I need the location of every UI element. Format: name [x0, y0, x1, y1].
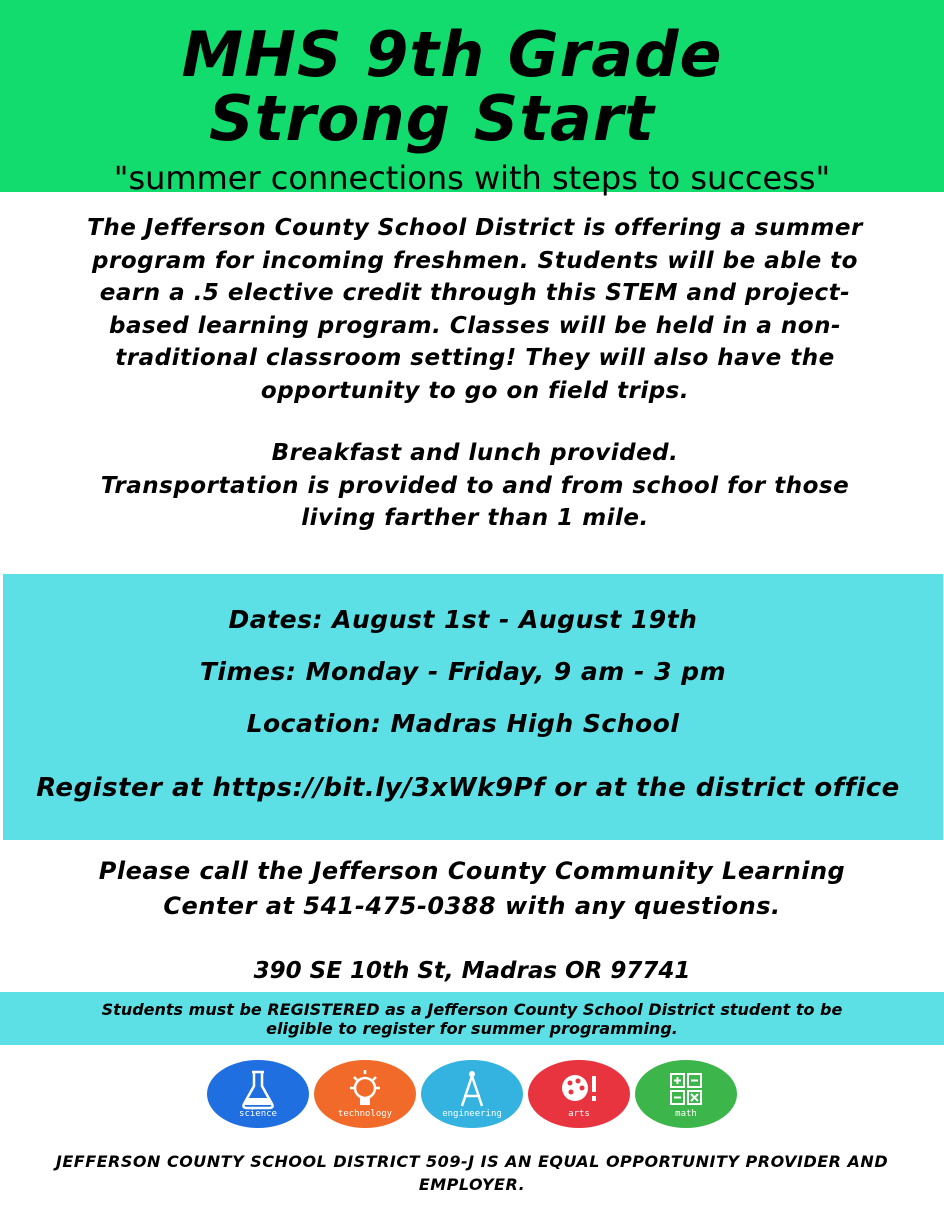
equal-opportunity-statement	[30, 1150, 914, 1196]
intro-line: traditional classroom setting! They will also have the	[115, 345, 835, 371]
notice-line: Students must be REGISTERED as a Jefferson County School District student to be	[101, 1000, 843, 1019]
contact-line: Center at 541-475-0388 with any questions.	[163, 892, 781, 920]
registration-notice	[0, 992, 944, 1045]
title-line-2: Strong Start	[209, 82, 655, 155]
notice-text	[30, 1000, 914, 1038]
intro-text	[40, 212, 910, 535]
title-line-1: MHS 9th Grade	[181, 18, 723, 91]
details-box	[3, 574, 943, 840]
engineering-badge	[421, 1060, 523, 1128]
transport-note: Transportation is provided to and from school for those	[100, 472, 850, 499]
intro-line: based learning program. Classes will be held in a non-	[109, 312, 841, 339]
contact-info	[0, 854, 944, 924]
address: 390 SE 10th St, Madras OR 97741	[253, 958, 691, 984]
intro-line: earn a .5 elective credit through this STEM and project-	[99, 280, 851, 306]
intro-line: The Jefferson County School District is offering a summer	[87, 215, 863, 241]
technology-badge	[314, 1060, 416, 1128]
contact-line: Please call the Jefferson County Community Learning	[98, 857, 846, 885]
footer-line: JEFFERSON COUNTY SCHOOL DISTRICT 509-J IS AN EQUAL OPPORTUNITY PROVIDER AND	[55, 1152, 889, 1171]
technology-label: technology	[337, 1109, 393, 1119]
location-line: Location: Madras High School	[246, 709, 680, 738]
intro-line: program for incoming freshmen. Students will be able to	[92, 247, 858, 274]
transport-note: living farther than 1 mile.	[301, 505, 649, 531]
register-line[interactable]: Register at https://bit.ly/3xWk9Pf or at the district office	[36, 773, 900, 803]
math-label: math	[675, 1109, 697, 1119]
notice-line: eligible to register for summer programming.	[266, 1019, 678, 1038]
science-label: science	[239, 1109, 277, 1119]
math-badge	[635, 1060, 737, 1128]
arts-badge	[528, 1060, 630, 1128]
meals-note: Breakfast and lunch provided.	[271, 440, 679, 466]
footer-line: EMPLOYER.	[418, 1175, 526, 1194]
intro-line: opportunity to go on field trips.	[260, 377, 690, 404]
times-line: Times: Monday - Friday, 9 am - 3 pm	[199, 657, 727, 686]
dates-line: Dates: August 1st - August 19th	[228, 605, 698, 634]
tagline	[0, 158, 944, 198]
stem-icons	[207, 1060, 739, 1128]
science-badge	[207, 1060, 309, 1128]
tagline-text: "summer connections with steps to success"	[113, 159, 831, 197]
engineering-label: engineering	[442, 1109, 502, 1119]
arts-label: arts	[568, 1109, 590, 1119]
